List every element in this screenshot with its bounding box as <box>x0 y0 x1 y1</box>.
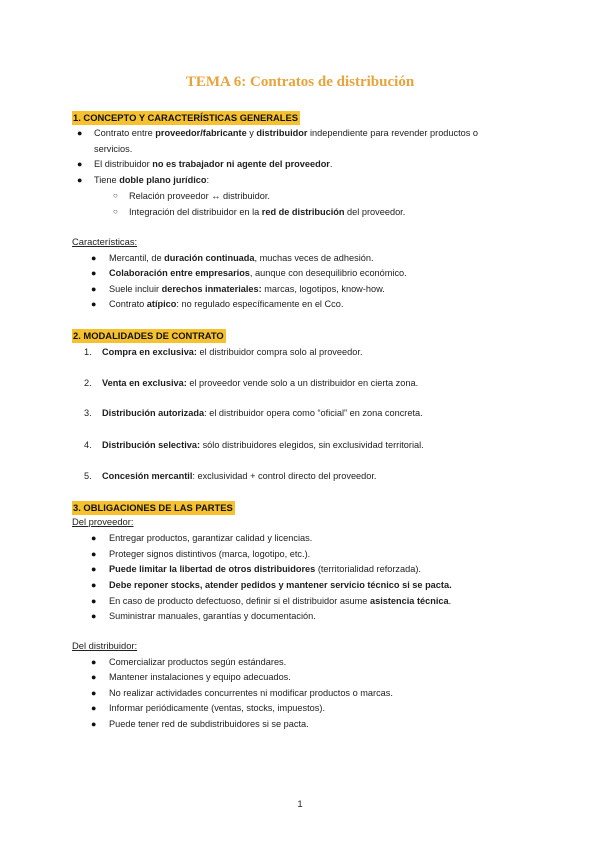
bold-text: derechos inmateriales: <box>161 284 262 294</box>
bold-text: Debe reponer stocks, atender pedidos y mantener servicio técnico si se pacta. <box>109 580 452 590</box>
bullet-icon: ● <box>91 657 97 667</box>
modality-item-5: Concesión mercantil: exclusividad + control directo del proveedor. <box>102 471 377 481</box>
bold-text: no es trabajador ni agente del proveedor <box>152 159 330 169</box>
provider-item-1: Entregar productos, garantizar calidad y licencias. <box>109 533 313 543</box>
section-heading-concept: 1. CONCEPTO Y CARACTERÍSTICAS GENERALES <box>73 112 299 123</box>
circle-bullet-icon: ○ <box>113 207 118 216</box>
bold-text: Venta en exclusiva: <box>102 378 187 388</box>
provider-item-5: En caso de producto defectuoso, definir si el distribuidor asume asistencia técnica. <box>109 596 452 606</box>
provider-item-3: Puede limitar la libertad de otros distribuidores (territorialidad reforzada). <box>109 564 421 574</box>
list-number: 5. <box>84 471 92 481</box>
bold-text: Compra en exclusiva: <box>102 347 197 357</box>
distributor-item-3: No realizar actividades concurrentes ni modificar productos o marcas. <box>109 688 393 698</box>
bullet-icon: ● <box>77 175 83 185</box>
bullet-icon: ● <box>91 564 97 574</box>
bullet-icon: ● <box>91 580 97 590</box>
characteristic-item-3: Suele incluir derechos inmateriales: marcas, logotipos, know-how. <box>109 284 385 294</box>
bold-text: doble plano jurídico <box>119 175 207 185</box>
concept-sub-item-1: Relación proveedor ↔ distribuidor. <box>129 191 270 201</box>
section-heading-modalities: 2. MODALIDADES DE CONTRATO <box>73 330 224 341</box>
list-number: 4. <box>84 440 92 450</box>
bold-text: Colaboración entre empresarios <box>109 268 250 278</box>
characteristics-label: Características: <box>72 236 138 247</box>
bold-text: distribuidor <box>256 128 308 138</box>
characteristic-item-1: Mercantil, de duración continuada, muchas veces de adhesión. <box>109 253 374 263</box>
bold-text: asistencia técnica <box>369 596 449 606</box>
concept-item-3: Tiene doble plano jurídico: <box>94 175 210 185</box>
bullet-icon: ● <box>91 533 97 543</box>
bullet-icon: ● <box>91 596 97 606</box>
provider-item-2: Proteger signos distintivos (marca, logotipo, etc.). <box>109 549 311 559</box>
modality-item-2: Venta en exclusiva: el proveedor vende solo a un distribuidor en cierta zona. <box>102 378 419 388</box>
bullet-icon: ● <box>91 703 97 713</box>
bold-text: Distribución autorizada <box>102 408 205 418</box>
characteristic-item-4: Contrato atípico: no regulado específicamente en el Cco. <box>109 299 344 309</box>
bullet-icon: ● <box>91 253 97 263</box>
characteristic-item-2: Colaboración entre empresarios, aunque con desequilibrio económico. <box>109 268 407 278</box>
distributor-label: Del distribuidor: <box>72 640 138 651</box>
circle-bullet-icon: ○ <box>113 191 118 200</box>
bold-text: Puede limitar la libertad de otros distribuidores <box>109 564 316 574</box>
distributor-item-5: Puede tener red de subdistribuidores si se pacta. <box>109 719 309 729</box>
bold-text: atípico <box>146 299 177 309</box>
distributor-item-2: Mantener instalaciones y equipo adecuados. <box>109 672 291 682</box>
bullet-icon: ● <box>91 268 97 278</box>
modality-item-4: Distribución selectiva: sólo distribuidores elegidos, sin exclusividad territorial. <box>102 440 424 450</box>
provider-item-6: Suministrar manuales, garantías y documentación. <box>109 611 316 621</box>
list-number: 3. <box>84 408 92 418</box>
provider-label: Del proveedor: <box>72 516 134 527</box>
modality-item-3: Distribución autorizada: el distribuidor opera como “oficial” en zona concreta. <box>102 408 423 418</box>
bullet-icon: ● <box>77 128 83 138</box>
page-number: 1 <box>297 799 303 810</box>
bold-text: duración continuada <box>164 253 255 263</box>
bullet-icon: ● <box>77 159 83 169</box>
concept-item-2: El distribuidor no es trabajador ni agente del proveedor. <box>94 159 333 169</box>
bullet-icon: ● <box>91 688 97 698</box>
list-number: 1. <box>84 347 92 357</box>
bold-text: proveedor/fabricante <box>155 128 247 138</box>
modality-item-1: Compra en exclusiva: el distribuidor compra solo al proveedor. <box>102 347 363 357</box>
bullet-icon: ● <box>91 284 97 294</box>
bullet-icon: ● <box>91 299 97 309</box>
bold-text: Concesión mercantil <box>102 471 193 481</box>
bullet-icon: ● <box>91 719 97 729</box>
bullet-icon: ● <box>91 672 97 682</box>
page-title: TEMA 6: Contratos de distribución <box>185 74 415 90</box>
bold-text: Distribución selectiva: <box>102 440 201 450</box>
bold-text: red de distribución <box>261 207 345 217</box>
distributor-item-1: Comercializar productos según estándares. <box>109 657 287 667</box>
distributor-item-4: Informar periódicamente (ventas, stocks, impuestos). <box>109 703 325 713</box>
section-heading-obligations: 3. OBLIGACIONES DE LAS PARTES <box>73 502 233 513</box>
provider-item-4 <box>109 579 452 591</box>
bullet-icon: ● <box>91 549 97 559</box>
list-number: 2. <box>84 378 92 388</box>
concept-sub-item-2: Integración del distribuidor en la red de distribución del proveedor. <box>129 207 406 217</box>
bullet-icon: ● <box>91 611 97 621</box>
concept-item-1-line-2: servicios. <box>94 144 133 154</box>
concept-item-1-line-1: Contrato entre proveedor/fabricante y distribuidor independiente para revender productos o <box>94 128 479 138</box>
